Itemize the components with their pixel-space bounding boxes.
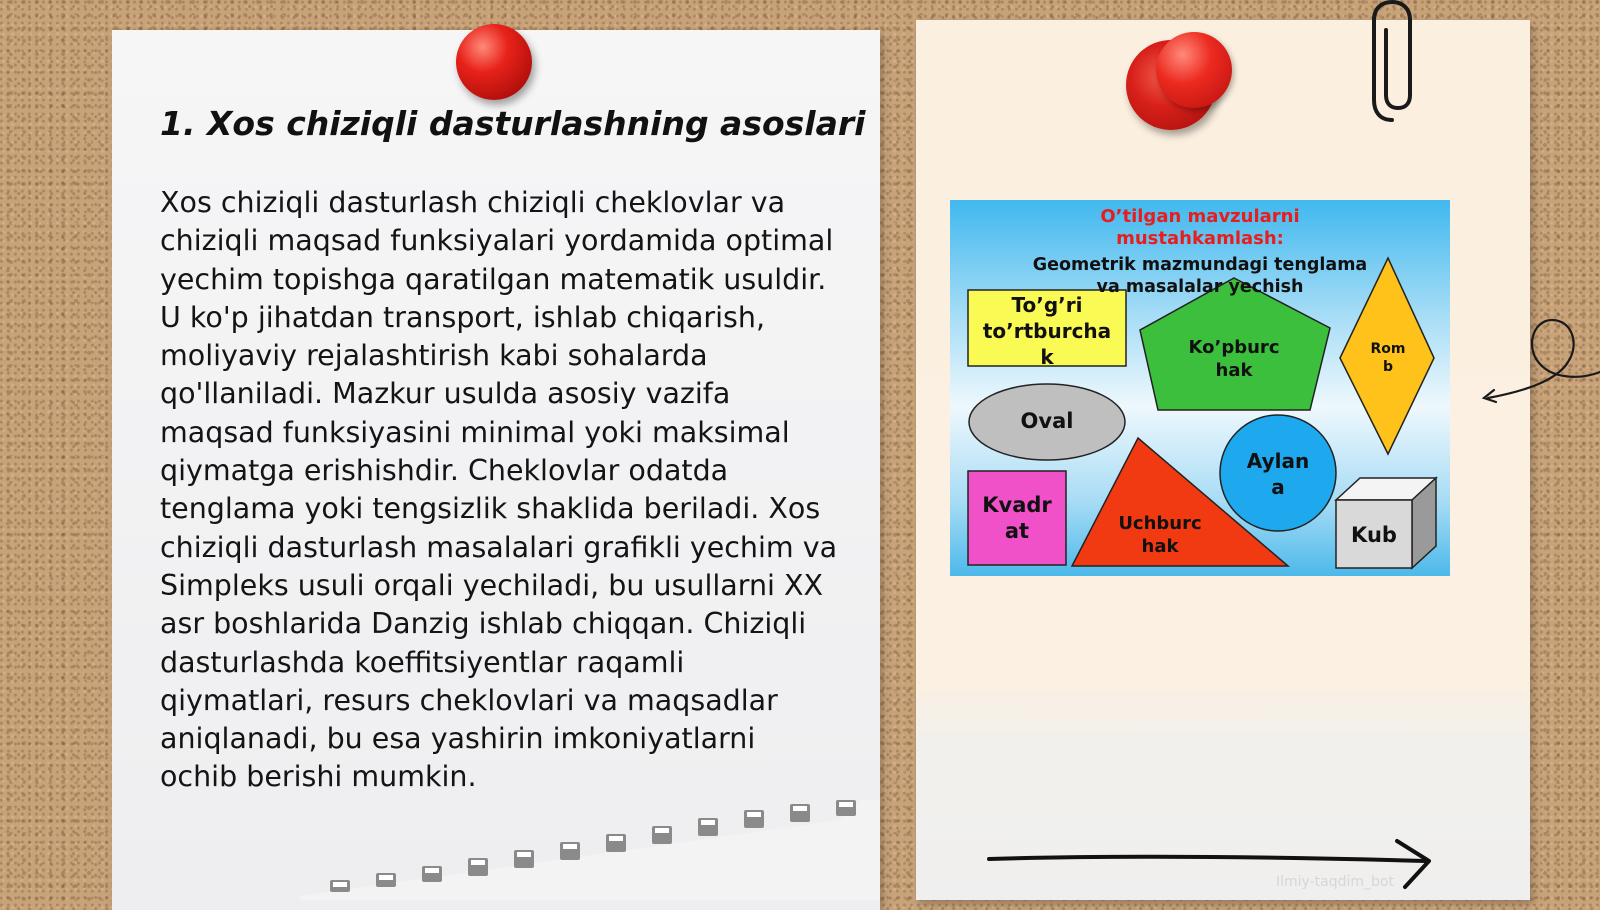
oval-label: Oval <box>1020 409 1074 433</box>
rectangle-label: To’g’ri to’rtburcha k <box>982 293 1112 369</box>
doodle-loop-icon <box>1480 310 1600 410</box>
rhombus-label: Rom b <box>1370 341 1406 375</box>
push-pin-icon <box>456 24 532 100</box>
triangle-label: Uchburc hak <box>1118 513 1202 557</box>
paperclip-icon <box>1370 0 1420 130</box>
watermark: Ilmiy-taqdim_bot <box>1276 874 1394 890</box>
cube-label: Kub <box>1351 523 1397 547</box>
body-paragraph: Xos chiziqli dasturlash chiziqli cheklovlar va chiziqli maqsad funksiyalari yordamida optimal yechim topishga qaratilgan matematik usuldir. U ko'p jihatdan transport, ishlab chiqarish, moliyaviy rejalashtirish kabi sohalarda qo'llaniladi. Mazkur usulda asosiy vazifa maqsad funksiyasini minimal yoki maksimal qiymatga erishishdir. Cheklovlar odatda tenglama yoki tengsizlik shaklida beriladi. Xos chiziqli dasturlash masalalari grafikli yechim va Simpleks usuli orqali yechiladi, bu usullarni XX asr boshlarida Danzig ishlab chiqqan. Chiziqli dasturlashda koeffitsiyentlar raqamli qiymatlari, resurs cheklovlari va maqsadlar aniqlanadi, bu esa yashirin imkoniyatlarni ochib berishi mumkin. <box>160 186 838 794</box>
torn-notebook-edge <box>300 800 880 900</box>
slide-subheading: Geometrik mazmundagi tenglama va masalalar yechish <box>1032 255 1368 297</box>
circle-label: Aylan a <box>1246 449 1310 499</box>
push-pin-icon <box>1156 32 1232 108</box>
square-label: Kvadr at <box>982 493 1052 543</box>
geometric-shapes-image <box>950 200 1450 576</box>
slide-heading: O’tilgan mavzularni mustahkamlash: <box>1100 206 1300 249</box>
slide-title: 1. Xos chiziqli dasturlashning asoslari <box>160 104 866 143</box>
pentagon-label: Ko’pburc hak <box>1188 337 1280 381</box>
